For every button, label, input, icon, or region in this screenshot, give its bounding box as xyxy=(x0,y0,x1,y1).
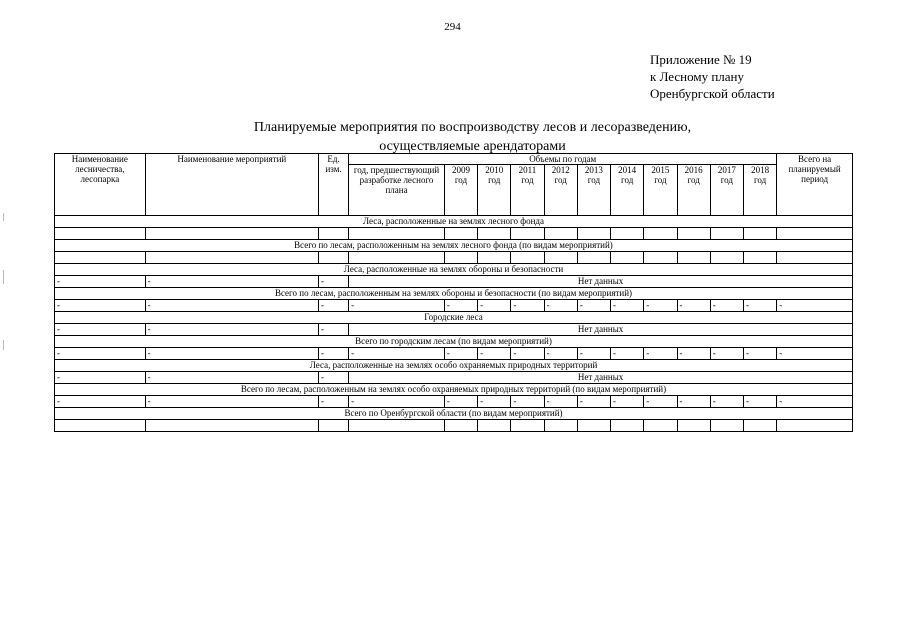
dash-cell: - xyxy=(611,396,644,408)
document-title xyxy=(0,118,905,156)
empty-row xyxy=(55,420,853,432)
no-data-cell: Нет данных xyxy=(349,324,853,336)
dash-cell: - xyxy=(145,300,318,312)
dash-cell: - xyxy=(677,348,710,360)
dash-cell: - xyxy=(444,348,477,360)
appendix-label xyxy=(650,51,775,102)
activities-table xyxy=(54,153,853,432)
dash-cell: - xyxy=(710,300,743,312)
dash-cell: - xyxy=(318,348,348,360)
dash-cell: - xyxy=(349,348,445,360)
header-forestry: Наименование лесничества, лесопарка xyxy=(55,154,146,216)
section-title-forest-fund: Леса, расположенные на землях лесного фонда xyxy=(55,216,853,228)
empty-row xyxy=(55,252,853,264)
section-row xyxy=(55,264,853,276)
dash-cell: - xyxy=(145,348,318,360)
section-row xyxy=(55,312,853,324)
dash-cell: - xyxy=(511,396,544,408)
dash-cell: - xyxy=(644,396,677,408)
header-activity: Наименование мероприятий xyxy=(145,154,318,216)
dash-cell: - xyxy=(644,300,677,312)
dash-cell: - xyxy=(644,348,677,360)
dash-cell: - xyxy=(55,276,146,288)
title-line-2: осуществляемые арендаторами xyxy=(379,139,566,154)
dash-cell: - xyxy=(677,396,710,408)
dash-cell: - xyxy=(511,300,544,312)
section-total-row xyxy=(55,288,853,300)
empty-row xyxy=(55,228,853,240)
title-line-1: Планируемые мероприятия по воспроизводству лесов и лесоразведению, xyxy=(253,120,692,135)
section-title-city: Городские леса xyxy=(55,312,853,324)
grand-total-label: Всего по Оренбургской области (по видам мероприятий) xyxy=(55,408,853,420)
dash-cell: - xyxy=(318,396,348,408)
dash-cell: - xyxy=(145,276,318,288)
page-number: 294 xyxy=(444,21,461,33)
dash-cell: - xyxy=(743,300,776,312)
appendix-line-3: Оренбургской области xyxy=(650,86,775,101)
dash-cell: - xyxy=(544,396,577,408)
dash-cell: - xyxy=(743,348,776,360)
dash-cell: - xyxy=(318,300,348,312)
section-total-row xyxy=(55,240,853,252)
dash-cell: - xyxy=(777,300,853,312)
dash-cell: - xyxy=(611,300,644,312)
dash-cell: - xyxy=(544,300,577,312)
dash-cell: - xyxy=(677,300,710,312)
dash-cell: - xyxy=(145,396,318,408)
dash-cell: - xyxy=(777,348,853,360)
header-year: 2017 год xyxy=(710,165,743,216)
dash-cell: - xyxy=(55,348,146,360)
header-prior-year: год, предшествующий разработке лесного плана xyxy=(349,165,445,216)
appendix-line-1: Приложение № 19 xyxy=(650,52,752,67)
scan-mark xyxy=(3,340,4,350)
dash-cell: - xyxy=(611,348,644,360)
dash-cell: - xyxy=(349,300,445,312)
dash-cell: - xyxy=(55,300,146,312)
no-data-cell: Нет данных xyxy=(349,372,853,384)
scan-mark xyxy=(3,213,4,221)
dash-cell: - xyxy=(478,300,511,312)
dash-cell: - xyxy=(444,396,477,408)
grand-total-row xyxy=(55,408,853,420)
dash-cell: - xyxy=(55,396,146,408)
dash-cell: - xyxy=(544,348,577,360)
section-row xyxy=(55,360,853,372)
dash-cell: - xyxy=(710,396,743,408)
dash-cell: - xyxy=(349,396,445,408)
total-forest-fund: Всего по лесам, расположенным на землях лесного фонда (по видам мероприятий) xyxy=(55,240,853,252)
header-year: 2010 год xyxy=(478,165,511,216)
section-total-row xyxy=(55,336,853,348)
dash-row xyxy=(55,396,853,408)
section-row xyxy=(55,216,853,228)
header-year: 2013 год xyxy=(577,165,610,216)
dash-cell: - xyxy=(444,300,477,312)
header-row-1 xyxy=(55,154,853,165)
header-unit: Ед. изм. xyxy=(318,154,348,216)
header-year: 2009 год xyxy=(444,165,477,216)
dash-cell: - xyxy=(777,396,853,408)
no-data-row xyxy=(55,324,853,336)
dash-cell: - xyxy=(577,396,610,408)
scan-mark xyxy=(3,270,4,284)
no-data-cell: Нет данных xyxy=(349,276,853,288)
dash-cell: - xyxy=(145,324,318,336)
dash-cell: - xyxy=(511,348,544,360)
dash-row xyxy=(55,300,853,312)
header-year: 2015 год xyxy=(644,165,677,216)
header-year: 2012 год xyxy=(544,165,577,216)
dash-cell: - xyxy=(478,348,511,360)
header-year: 2018 год xyxy=(743,165,776,216)
dash-cell: - xyxy=(318,372,348,384)
header-total: Всего на планируемый период xyxy=(777,154,853,216)
section-title-defense: Леса, расположенные на землях обороны и безопасности xyxy=(55,264,853,276)
dash-row xyxy=(55,348,853,360)
dash-cell: - xyxy=(318,276,348,288)
header-year: 2014 год xyxy=(611,165,644,216)
header-year: 2011 год xyxy=(511,165,544,216)
total-defense: Всего по лесам, расположенным на землях обороны и безопасности (по видам мероприятий) xyxy=(55,288,853,300)
no-data-row xyxy=(55,372,853,384)
dash-cell: - xyxy=(55,372,146,384)
dash-cell: - xyxy=(55,324,146,336)
header-volumes: Объемы по годам xyxy=(349,154,777,165)
dash-cell: - xyxy=(577,300,610,312)
dash-cell: - xyxy=(145,372,318,384)
no-data-row xyxy=(55,276,853,288)
dash-cell: - xyxy=(577,348,610,360)
total-protected: Всего по лесам, расположенным на землях особо охраняемых природных территорий (по видам мероприятий) xyxy=(55,384,853,396)
dash-cell: - xyxy=(710,348,743,360)
section-total-row xyxy=(55,384,853,396)
section-title-protected: Леса, расположенные на землях особо охраняемых природных территорий xyxy=(55,360,853,372)
dash-cell: - xyxy=(743,396,776,408)
appendix-line-2: к Лесному плану xyxy=(650,69,745,84)
total-city: Всего по городским лесам (по видам мероприятий) xyxy=(55,336,853,348)
dash-cell: - xyxy=(478,396,511,408)
header-year: 2016 год xyxy=(677,165,710,216)
dash-cell: - xyxy=(318,324,348,336)
